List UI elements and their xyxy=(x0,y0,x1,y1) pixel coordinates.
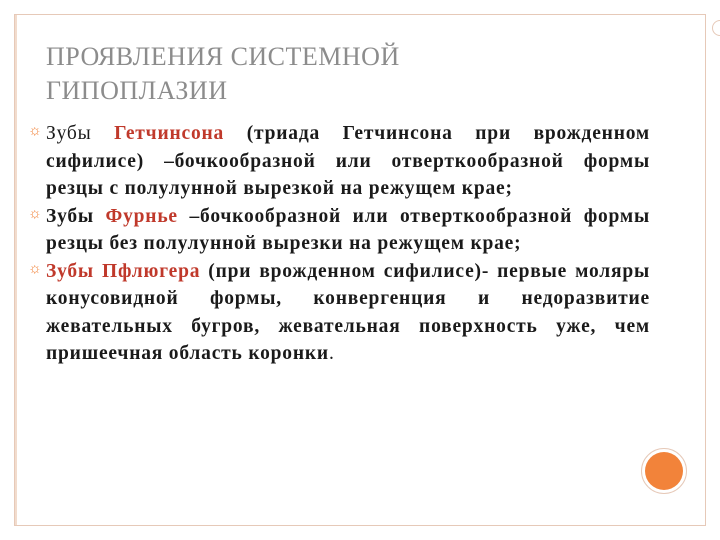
item-prefix: Зубы xyxy=(46,205,106,227)
bullet-list xyxy=(30,120,650,368)
title-line-1: ПРОЯВЛЕНИЯ СИСТЕМНОЙ xyxy=(46,42,400,71)
sun-bullet-icon: ☼ xyxy=(28,260,43,277)
title-line-2: ГИПОПЛАЗИИ xyxy=(46,76,228,105)
list-item xyxy=(30,203,650,258)
item-prefix: Зубы xyxy=(46,260,102,282)
item-highlight: Пфлюгера xyxy=(102,260,201,282)
page-title xyxy=(46,40,606,108)
orange-circle-icon xyxy=(645,452,683,490)
sun-bullet-icon: ☼ xyxy=(28,205,43,222)
item-highlight: Гетчинсона xyxy=(114,123,225,144)
item-text: (при врожденном сифилисе)- первые моляры конусовидной формы, конвергенция и недоразвитие жевательных бугров, жевательная поверхность уже, чем пришеечная область коронки xyxy=(46,260,651,364)
item-text: –бочкообразной или отверткообразной формы резцы без полулунной вырезки на режущем крае; xyxy=(46,205,650,254)
list-item xyxy=(30,258,650,368)
item-end: . xyxy=(328,343,335,364)
list-item xyxy=(30,120,650,203)
sun-bullet-icon: ☼ xyxy=(28,123,43,139)
corner-circle-decoration xyxy=(712,20,720,36)
item-prefix: Зубы xyxy=(46,123,115,144)
item-highlight: Фурнье xyxy=(105,205,178,227)
item-text: (триада Гетчинсона при врожденном сифилисе) –бочкообразной или отверткообразной формы резцы с полулунной вырезкой на режущем крае; xyxy=(46,123,650,199)
